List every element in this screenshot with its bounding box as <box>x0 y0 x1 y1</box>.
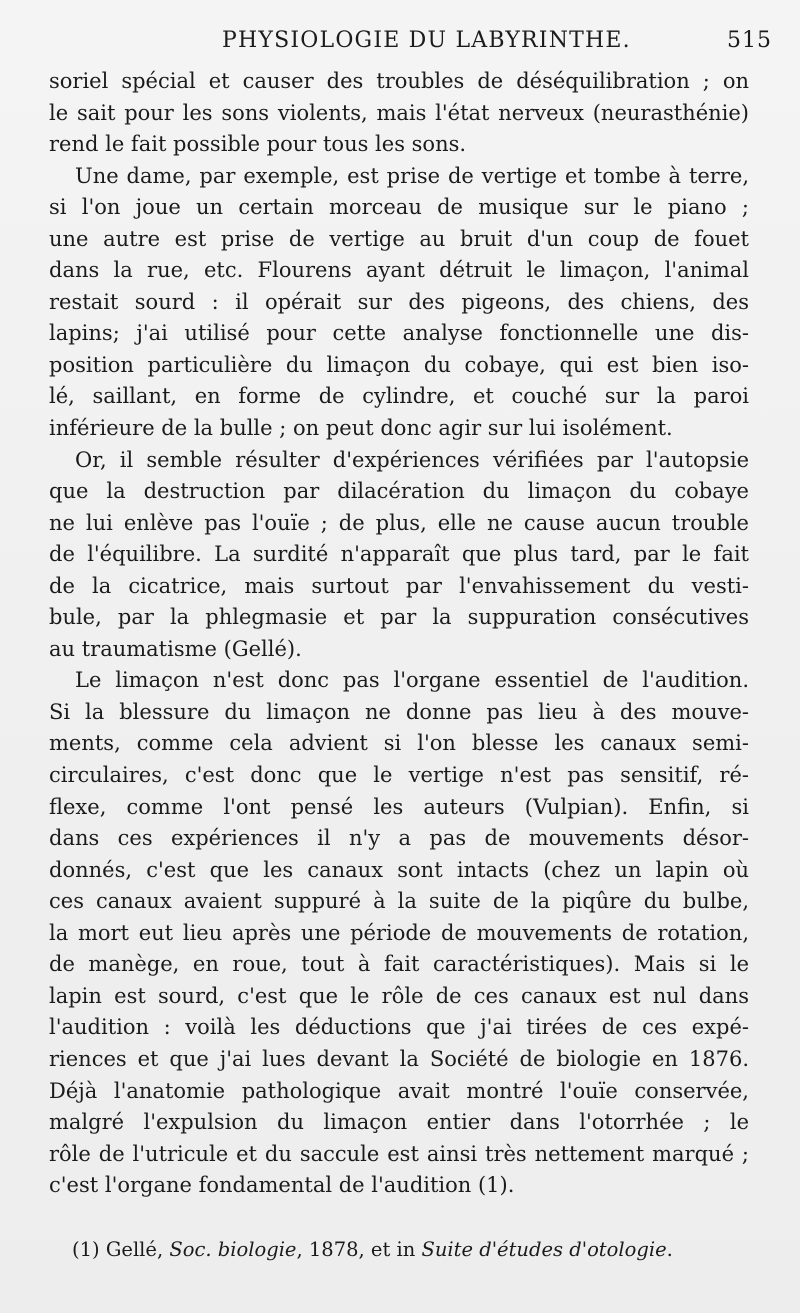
text-line: soriel spécial et causer des troubles de déséquilibration ; on <box>49 69 749 93</box>
footnote <box>72 1238 673 1261</box>
text-line: inférieure de la bulle ; on peut donc agir sur lui isolément. <box>49 416 673 441</box>
text-line: Une dame, par exemple, est prise de vertige et tombe à terre, <box>75 163 749 188</box>
page-number: 515 <box>727 28 772 53</box>
text-line: une autre est prise de vertige au bruit d'un coup de fouet <box>49 226 749 251</box>
text-line: l'audition : voilà les déductions que j'ai tirées de ces expé- <box>49 1015 749 1040</box>
text-line: donnés, c'est que les canaux sont intacts (chez un lapin où <box>49 857 749 882</box>
text-line: bule, par la phlegmasie et par la suppuration consécutives <box>49 605 749 630</box>
text-line: rôle de l'utricule et du saccule est ainsi très nettement marqué ; <box>49 1141 749 1166</box>
text-line: c'est l'organe fondamental de l'audition (1). <box>49 1173 515 1198</box>
text-line: flexe, comme l'ont pensé les auteurs (Vulpian). Enfin, si <box>49 794 749 819</box>
text-line: Déjà l'anatomie pathologique avait montré l'ouïe conservée, <box>49 1078 749 1103</box>
body-text <box>49 66 749 1202</box>
text-line: riences et que j'ai lues devant la Société de biologie en 1876. <box>49 1046 749 1071</box>
text-line: position particulière du limaçon du cobaye, qui est bien iso- <box>49 352 749 377</box>
text-line: ces canaux avaient suppuré à la suite de la piqûre du bulbe, <box>49 889 749 914</box>
footnote-work: Suite d'études d'otologie <box>421 1238 667 1261</box>
text-line: malgré l'expulsion du limaçon entier dans l'otorrhée ; le <box>49 1110 749 1135</box>
text-line: lapins; j'ai utilisé pour cette analyse fonctionnelle une dis- <box>49 321 749 346</box>
footnote-marker: (1) Gellé, <box>72 1238 170 1261</box>
text-line: Or, il semble résulter d'expériences vérifiées par l'autopsie <box>75 447 749 472</box>
text-line: que la destruction par dilacération du limaçon du cobaye <box>49 479 749 504</box>
text-line: Le limaçon n'est donc pas l'organe essentiel de l'audition. <box>75 668 749 693</box>
text-line: dans la rue, etc. Flourens ayant détruit le limaçon, l'animal <box>49 258 749 283</box>
text-line: au traumatisme (Gellé). <box>49 636 302 661</box>
text-line: circulaires, c'est donc que le vertige n'est pas sensitif, ré- <box>49 763 749 788</box>
text-line: le sait pour les sons violents, mais l'état nerveux (neurasthénie) <box>49 100 749 125</box>
text-line: de l'équilibre. La surdité n'apparaît que plus tard, par le fait <box>49 542 749 567</box>
footnote-journal: Soc. biologie <box>169 1238 297 1261</box>
text-line: de manège, en roue, tout à fait caractéristiques). Mais si le <box>49 952 749 977</box>
text-line: rend le fait possible pour tous les sons. <box>49 132 467 157</box>
text-line: restait sourd : il opérait sur des pigeons, des chiens, des <box>49 289 749 314</box>
footnote-end: . <box>666 1238 673 1261</box>
running-head <box>0 26 800 60</box>
text-line: si l'on joue un certain morceau de musique sur le piano ; <box>49 195 749 220</box>
text-line: Si la blessure du limaçon ne donne pas lieu à des mouve- <box>49 699 749 724</box>
text-line: lé, saillant, en forme de cylindre, et couché sur la paroi <box>49 384 749 409</box>
text-line: de la cicatrice, mais surtout par l'envahissement du vesti- <box>49 573 749 598</box>
running-title: PHYSIOLOGIE DU LABYRINTHE. <box>222 28 631 53</box>
text-line: dans ces expériences il n'y a pas de mouvements désor- <box>49 826 749 851</box>
text-line: lapin est sourd, c'est que le rôle de ces canaux est nul dans <box>49 983 749 1008</box>
text-line: ments, comme cela advient si l'on blesse les canaux semi- <box>49 731 749 756</box>
text-line: la mort eut lieu après une période de mouvements de rotation, <box>49 920 749 945</box>
text-line: ne lui enlève pas l'ouïe ; de plus, elle ne cause aucun trouble <box>49 510 749 535</box>
footnote-middle: , 1878, et in <box>296 1238 422 1261</box>
